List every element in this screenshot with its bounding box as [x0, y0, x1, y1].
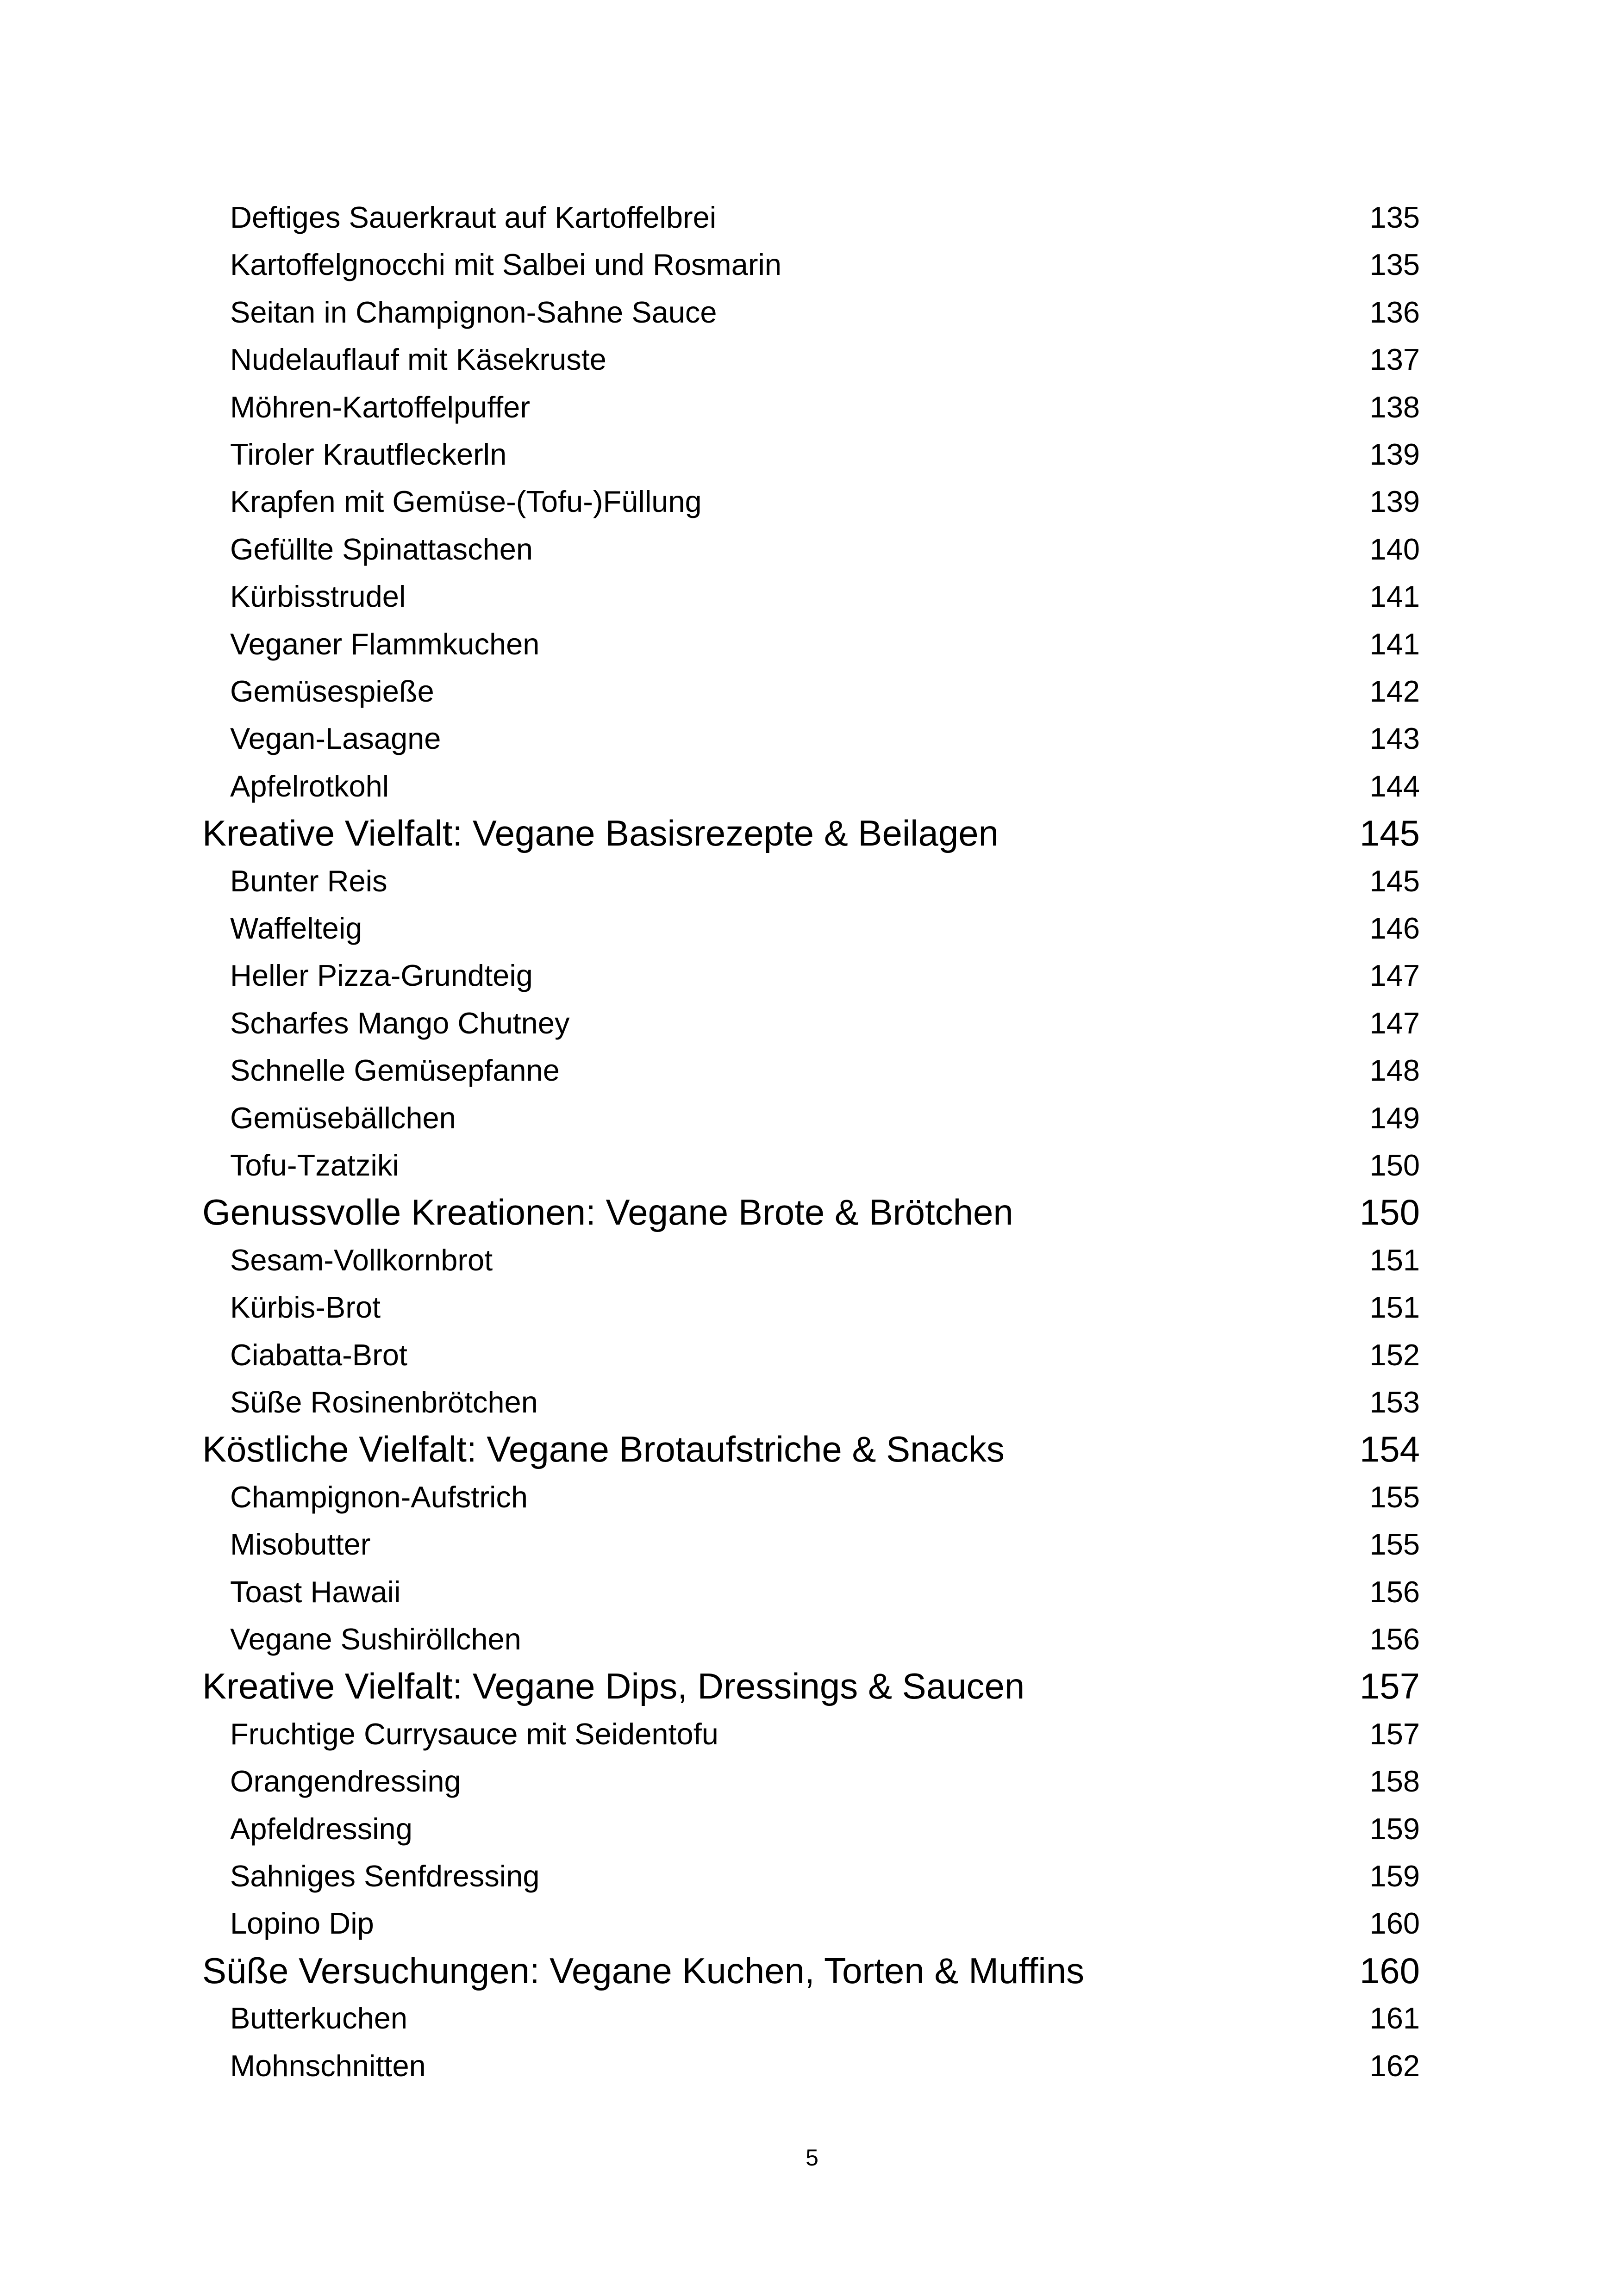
toc-entry-title: Fruchtige Currysauce mit Seidentofu — [230, 1717, 718, 1751]
toc-entry-row[interactable] — [0, 1283, 1624, 1331]
toc-entry-row[interactable] — [0, 1236, 1624, 1284]
page-number: 5 — [806, 2145, 818, 2171]
toc-entry-title: Tofu-Tzatziki — [230, 1148, 399, 1182]
toc-page-number: 140 — [1369, 532, 1420, 566]
toc-entry-row[interactable] — [0, 1994, 1624, 2042]
toc-page-number: 144 — [1369, 769, 1420, 803]
toc-entry-row[interactable] — [0, 336, 1624, 383]
toc-page-number: 147 — [1369, 1006, 1420, 1040]
toc-entry-title: Scharfes Mango Chutney — [230, 1006, 570, 1040]
toc-page-number: 159 — [1369, 1811, 1420, 1846]
toc-entry-title: Misobutter — [230, 1527, 371, 1562]
toc-entry-title: Mohnschnitten — [230, 2048, 426, 2083]
toc-section-title: Genussvolle Kreationen: Vegane Brote & Brötchen — [202, 1192, 1013, 1233]
toc-entry-title: Orangendressing — [230, 1764, 461, 1798]
toc-entry-title: Sesam-Vollkornbrot — [230, 1243, 493, 1277]
toc-section-title: Köstliche Vielfalt: Vegane Brotaufstriche & Snacks — [202, 1429, 1005, 1470]
toc-entry-title: Möhren-Kartoffelpuffer — [230, 390, 530, 424]
toc-entry-title: Heller Pizza-Grundteig — [230, 958, 533, 993]
toc-entry-row[interactable] — [0, 620, 1624, 668]
toc-page-number: 142 — [1369, 674, 1420, 708]
toc-entry-title: Vegan-Lasagne — [230, 722, 441, 756]
toc-entry-row[interactable] — [0, 383, 1624, 431]
toc-entry-title: Gemüsespieße — [230, 674, 434, 708]
toc-page-number: 152 — [1369, 1338, 1420, 1372]
toc-page-number: 139 — [1369, 485, 1420, 519]
toc-entry-title: Sahniges Senfdressing — [230, 1859, 540, 1893]
toc-entry-row[interactable] — [0, 572, 1624, 620]
toc-entry-title: Deftiges Sauerkraut auf Kartoffelbrei — [230, 200, 717, 234]
toc-page-number: 153 — [1369, 1385, 1420, 1419]
toc-entry-row[interactable] — [0, 1331, 1624, 1379]
toc-entry-row[interactable] — [0, 1046, 1624, 1094]
toc-section-row[interactable] — [0, 1947, 1624, 1995]
toc-entry-title: Gemüsebällchen — [230, 1101, 456, 1135]
toc-page-number: 141 — [1369, 627, 1420, 661]
toc-entry-title: Toast Hawaii — [230, 1574, 401, 1609]
toc-page-number: 136 — [1369, 295, 1420, 329]
toc-entry-row[interactable] — [0, 999, 1624, 1047]
toc-entry-row[interactable] — [0, 1568, 1624, 1616]
toc-page-number: 157 — [1369, 1717, 1420, 1751]
toc-entry-row[interactable] — [0, 1520, 1624, 1568]
toc-entry-title: Ciabatta-Brot — [230, 1338, 407, 1372]
toc-page-number: 155 — [1369, 1480, 1420, 1514]
toc-entry-title: Krapfen mit Gemüse-(Tofu-)Füllung — [230, 485, 702, 519]
toc-entry-row[interactable] — [0, 1473, 1624, 1521]
toc-page-number: 145 — [1359, 813, 1420, 854]
toc-entry-row[interactable] — [0, 667, 1624, 715]
toc-page-number: 148 — [1369, 1053, 1420, 1088]
toc-entry-row[interactable] — [0, 762, 1624, 810]
toc-section-row[interactable] — [0, 809, 1624, 857]
toc-page-number: 160 — [1369, 1906, 1420, 1941]
toc-section-row[interactable] — [0, 1662, 1624, 1710]
toc-page-number: 147 — [1369, 958, 1420, 993]
toc-entry-title: Bunter Reis — [230, 864, 387, 898]
toc-entry-row[interactable] — [0, 715, 1624, 762]
toc-entry-title: Nudelauflauf mit Käsekruste — [230, 342, 606, 377]
toc-entry-title: Butterkuchen — [230, 2001, 408, 2035]
toc-entry-title: Kürbisstrudel — [230, 579, 406, 614]
toc-entry-title: Waffelteig — [230, 911, 362, 945]
toc-page-number: 138 — [1369, 390, 1420, 424]
toc-section-row[interactable] — [0, 1425, 1624, 1473]
toc-entry-title: Seitan in Champignon-Sahne Sauce — [230, 295, 717, 329]
toc-page-number: 135 — [1369, 248, 1420, 282]
toc-page-number: 156 — [1369, 1622, 1420, 1656]
toc-page-number: 154 — [1359, 1429, 1420, 1470]
toc-page-number: 158 — [1369, 1764, 1420, 1798]
toc-entry-row[interactable] — [0, 904, 1624, 952]
toc-entry-row[interactable] — [0, 288, 1624, 336]
toc-entry-title: Apfelrotkohl — [230, 769, 389, 803]
toc-section-title: Süße Versuchungen: Vegane Kuchen, Torten & Muffins — [202, 1950, 1085, 1991]
toc-page-number: 156 — [1369, 1574, 1420, 1609]
toc-page-number: 143 — [1369, 722, 1420, 756]
toc-page-number: 150 — [1369, 1148, 1420, 1182]
toc-page-number: 135 — [1369, 200, 1420, 234]
toc-entry-title: Süße Rosinenbrötchen — [230, 1385, 538, 1419]
toc-page-number: 159 — [1369, 1859, 1420, 1893]
toc-entry-row[interactable] — [0, 952, 1624, 999]
toc-page-number: 141 — [1369, 579, 1420, 614]
toc-page-number: 150 — [1359, 1192, 1420, 1233]
toc-entry-title: Vegane Sushiröllchen — [230, 1622, 521, 1656]
toc-entry-title: Veganer Flammkuchen — [230, 627, 540, 661]
toc-entry-row[interactable] — [0, 1899, 1624, 1947]
toc-entry-title: Kürbis-Brot — [230, 1290, 381, 1325]
toc-section-row[interactable] — [0, 1188, 1624, 1236]
toc-page-number: 161 — [1369, 2001, 1420, 2035]
toc-entry-title: Gefüllte Spinattaschen — [230, 532, 533, 566]
toc-entry-row[interactable] — [0, 1710, 1624, 1758]
toc-entry-title: Apfeldressing — [230, 1811, 412, 1846]
toc-entry-row[interactable] — [0, 1094, 1624, 1142]
toc-entry-row[interactable] — [0, 1805, 1624, 1853]
toc-section-title: Kreative Vielfalt: Vegane Dips, Dressings & Saucen — [202, 1666, 1025, 1707]
toc-entry-row[interactable] — [0, 241, 1624, 288]
toc-entry-title: Lopino Dip — [230, 1906, 374, 1941]
toc-page-number: 157 — [1359, 1666, 1420, 1707]
toc-entry-row[interactable] — [0, 525, 1624, 573]
toc-entry-row[interactable] — [0, 857, 1624, 905]
toc-page-number: 137 — [1369, 342, 1420, 377]
toc-entry-row[interactable] — [0, 193, 1624, 241]
toc-page-number: 149 — [1369, 1101, 1420, 1135]
toc-entry-row[interactable] — [0, 2042, 1624, 2090]
toc-entry-title: Tiroler Krautfleckerln — [230, 437, 507, 471]
toc-page-number: 162 — [1369, 2048, 1420, 2083]
toc-entry-title: Champignon-Aufstrich — [230, 1480, 528, 1514]
toc-entry-row[interactable] — [0, 1852, 1624, 1900]
toc-entry-row[interactable] — [0, 1757, 1624, 1805]
toc-page-number: 160 — [1359, 1950, 1420, 1991]
toc-entry-title: Schnelle Gemüsepfanne — [230, 1053, 560, 1088]
toc-entry-row[interactable] — [0, 1141, 1624, 1189]
toc-page-number: 145 — [1369, 864, 1420, 898]
toc-entry-row[interactable] — [0, 430, 1624, 478]
toc-page-number: 151 — [1369, 1290, 1420, 1325]
toc-entry-row[interactable] — [0, 478, 1624, 525]
toc-page-number: 155 — [1369, 1527, 1420, 1562]
toc-page-number: 139 — [1369, 437, 1420, 471]
toc-entry-row[interactable] — [0, 1378, 1624, 1426]
toc-section-title: Kreative Vielfalt: Vegane Basisrezepte & Beilagen — [202, 813, 999, 854]
toc-page-number: 146 — [1369, 911, 1420, 945]
toc-entry-row[interactable] — [0, 1615, 1624, 1663]
toc-entry-title: Kartoffelgnocchi mit Salbei und Rosmarin — [230, 248, 782, 282]
toc-page-number: 151 — [1369, 1243, 1420, 1277]
